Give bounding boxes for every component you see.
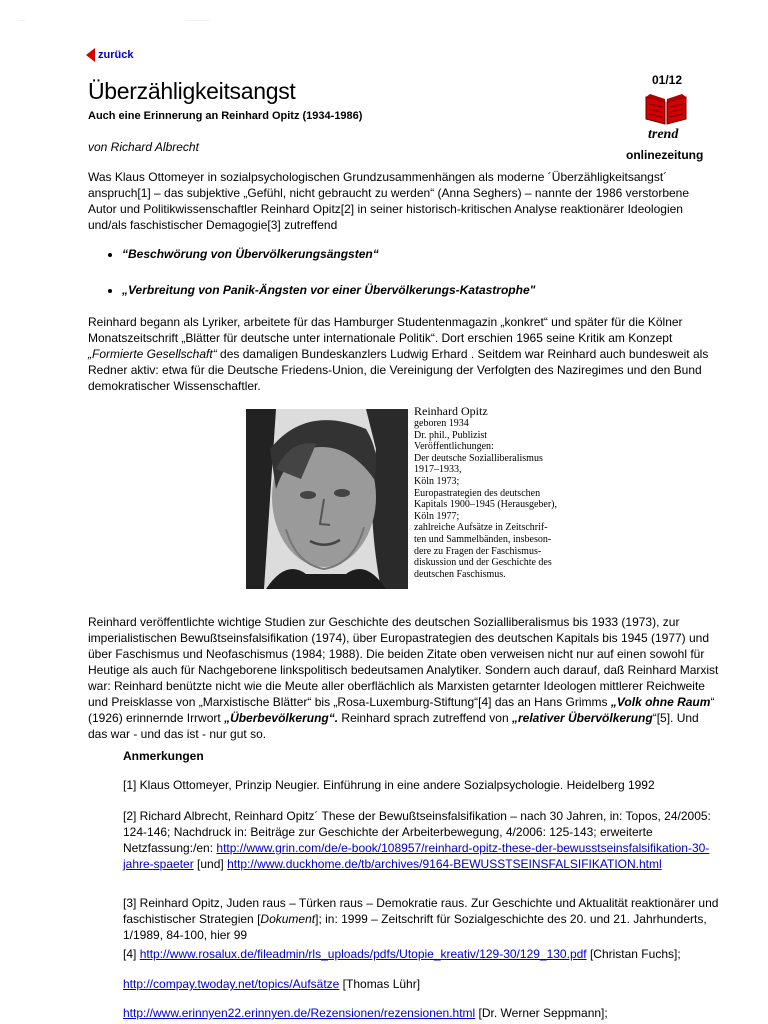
caption-line: Veröffentlichungen: [414, 441, 494, 453]
top-tiny-left: ····· [18, 18, 25, 23]
note-5 [123, 976, 723, 992]
note-2-text: [2] Richard Albrecht, Reinhard Opitz´ These der Bewußtseinsfalsifikation – nach 30 Jahren, in: Topos, 24/2005: 124-146; Nachdruck in: Beiträge zur Geschichte der Arbeiterbewegung, 4/2006: 125-143; erweiterte Netzfassung:/en: [123, 809, 711, 855]
bio-text-1: Reinhard begann als Lyriker, arbeitete für das Hamburger Studentenmagazin „konkret“ und später für die Kölner Monatszeitschrift „Blätter für deutsche unter internationale Politik“. Dort erschien 1965 seine Kritik am Konzept [88, 315, 683, 345]
back-arrow-icon [86, 48, 95, 62]
note-4-prefix: [4] [123, 947, 140, 961]
main-text-1: Reinhard veröffentlichte wichtige Studien zur Geschichte des deutschen Sozialliberalismus bis 1933 (1973), zur imperialistischen Bewußtseinsfalsifikation (1974), über Europastrategien des deutschen Kapitals bis 1945 (1977) und über Faschismus und Neofaschismus (1984; 1988). Die beiden Zitate oben verweisen nicht nur auf einen sowohl für Heutige als auch für Nachgeborene linkspolitisch bedeutsamen Analytiker. Sondern auch darauf, daß Reinhard Marxist war: Reinhard benützte nicht wie die Meute aller oberflächlich als Marxisten getarnter Ideologen mittlerer Reichweite und Preisklasse von „Marxistische Blätter“ bis „Rosa-Luxemburg-Stiftung“[4] das an Hans Grimms [88, 615, 719, 709]
notes-heading: Anmerkungen [123, 749, 204, 763]
note-2-link-duckhome[interactable]: http://www.duckhome.de/tb/archives/9164-BEWUSSTSEINSFALSIFIKATION.html [227, 857, 662, 871]
caption-line: diskussion und der Geschichte des [414, 557, 552, 569]
quote-item-2: • „Verbreitung von Panik-Ängsten vor einer Übervölkerungs-Katastrophe" [122, 282, 722, 298]
note-4 [123, 946, 723, 962]
bio-text-2: des damaligen Bundeskanzlers Ludwig Erhard . Seitdem war Reinhard auch bundesweit als Redner aktiv: etwa für die Deutsche Friedens-Union, die Vereinigung der Verfolgten des Naziregimes und den Bund demokratischer Wissenschaftler. [88, 347, 709, 393]
intro-paragraph: Was Klaus Ottomeyer in sozialpsychologischen Grundzusammenhängen als moderne ´Überzähligkeitsangst´ anspruch[1] – das subjektive „Gefühl, nicht gebraucht zu werden“ (Anna Seghers) – nannte der 1986 verstorbene Autor und Politikwissenschaftler Reinhard Opitz[2] in seiner historisch-kritischen Analyse reaktionärer Ideologien und/als faschistischer Demagogie[3] zutreffend [88, 170, 690, 232]
quote-list [88, 246, 722, 318]
note-6 [123, 1005, 723, 1021]
trend-logo-text: trend [648, 127, 679, 142]
note-6-link-erinnyen[interactable]: http://www.erinnyen22.erinnyen.de/Rezensionen/rezensionen.html [123, 1006, 476, 1020]
caption-line: Europastrategien des deutschen [414, 487, 541, 499]
caption-line: geboren 1934 [414, 418, 469, 429]
author-line: von Richard Albrecht [88, 140, 199, 154]
back-link[interactable] [86, 48, 133, 62]
bio-italic-formierte: „Formierte Gesellschaft“ [88, 347, 217, 361]
top-tiny-right: ·················· [185, 18, 209, 23]
main-paragraph [88, 614, 720, 742]
caption-line: Kapitals 1900–1945 (Herausgeber), [414, 499, 558, 511]
main-bold-ueberbevoelkerung: „Überbevölkerung“. [224, 711, 339, 725]
note-5-suffix: [Thomas Lühr] [339, 977, 421, 991]
main-text-4: “[5]. Und das war - und das ist - nur gut so. [88, 711, 699, 741]
note-2-link-grin[interactable]: http://www.grin.com/de/e-book/108957/reinhard-opitz-these-der-bewusstseinsfalsifikation-30-jahre-spaeter [123, 841, 710, 871]
main-text-2: “ (1926) erinnernde Irrwort [88, 695, 715, 725]
caption-line: 1917–1933, [414, 464, 462, 476]
note-2-connector: [und] [193, 857, 228, 871]
note-5-link-twoday[interactable]: http://compay.twoday.net/topics/Aufsätze [123, 977, 340, 991]
note-3-text-2: ]; in: 1999 – Zeitschrift für Sozialgeschichte des 20. und 21. Jahrhunderts, 1/1989, 84-100, hier 99 [123, 912, 707, 942]
photo-caption [414, 405, 584, 580]
main-bold-relativer: „relativer Übervölkerung [511, 711, 653, 725]
note-2 [123, 808, 723, 872]
caption-line: Reinhard Opitz [414, 404, 488, 418]
issue-number: 01/12 [652, 73, 683, 87]
portrait-photo [246, 409, 408, 589]
page-title: Überzähligkeitsangst [88, 78, 296, 104]
caption-line: Der deutsche Sozialliberalismus [414, 452, 543, 464]
note-6-suffix: [Dr. Werner Seppmann]; [475, 1006, 608, 1020]
caption-line: ten und Sammelbänden, insbeson- [414, 533, 552, 545]
note-1: [1] Klaus Ottomeyer, Prinzip Neugier. Einführung in eine andere Sozialpsychologie. Heidelberg 1992 [123, 778, 655, 792]
biography-paragraph [88, 314, 720, 394]
caption-line: zahlreiche Aufsätze in Zeitschrif- [414, 522, 548, 534]
caption-line: dere zu Fragen der Faschismus- [414, 545, 542, 557]
note-3 [123, 895, 723, 943]
page-subtitle: Auch eine Erinnerung an Reinhard Opitz (1934-1986) [88, 110, 363, 122]
caption-line: Dr. phil., Publizist [414, 429, 488, 441]
caption-line: Köln 1977; [414, 510, 460, 522]
main-bold-volk-ohne-raum: „Volk ohne Raum [610, 695, 711, 709]
note-4-link-rosalux[interactable]: http://www.rosalux.de/fileadmin/rls_uploads/pdfs/Utopie_kreativ/129-30/129_130.pdf [139, 947, 587, 961]
onlinezeitung-label: onlinezeitung [626, 148, 704, 162]
open-book-icon[interactable] [644, 92, 688, 131]
note-4-suffix: [Christan Fuchs]; [586, 947, 681, 961]
main-text-3: Reinhard sprach zutreffend von [338, 711, 512, 725]
note-3-text-1: [3] Reinhard Opitz, Juden raus – Türken raus – Demokratie raus. Zur Geschichte und Aktualität reaktionärer und faschistischer Strategien [ [123, 896, 719, 926]
caption-line: deutschen Faschismus. [414, 568, 506, 580]
note-3-dokument: Dokument [260, 912, 316, 926]
back-link-label: zurück [98, 49, 134, 61]
caption-line: Köln 1973; [414, 475, 460, 487]
quote-item-1: • “Beschwörung von Übervölkerungsängsten“ [122, 246, 722, 262]
